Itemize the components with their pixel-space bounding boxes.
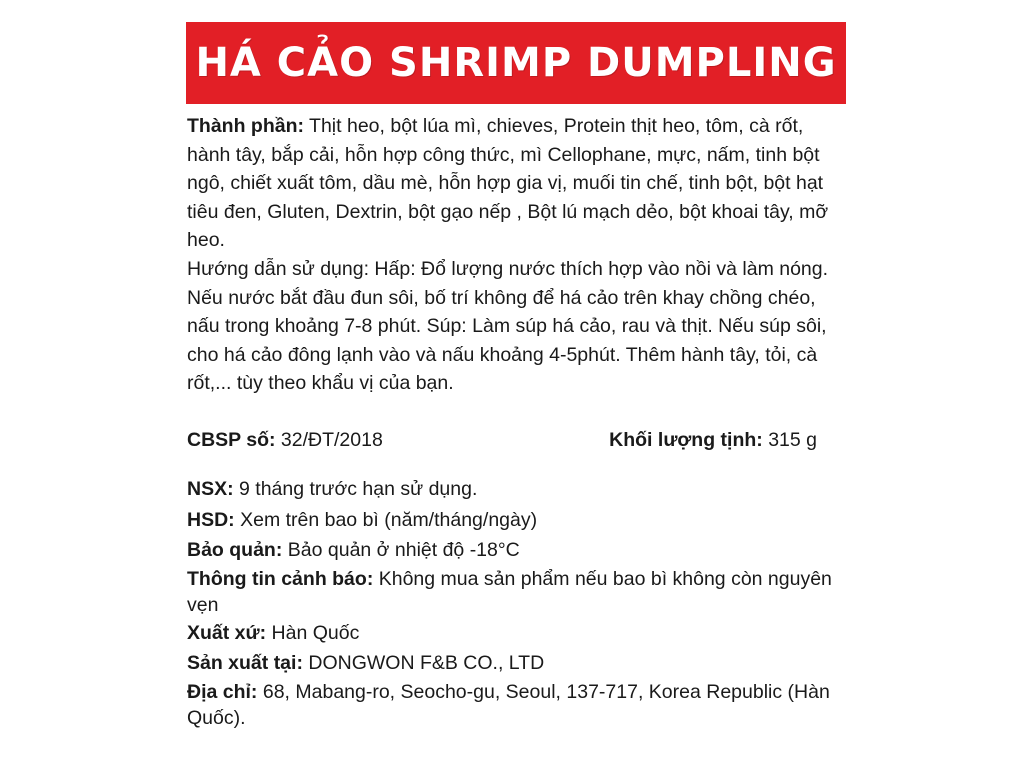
manufacturer-value: DONGWON F&B CO., LTD [302, 652, 545, 674]
hsd-value: Xem trên bao bì (năm/tháng/ngày) [234, 508, 538, 531]
product-title: HÁ CẢO SHRIMP DUMPLING [195, 40, 837, 86]
origin-line [187, 618, 837, 649]
address-value: 68, Mabang-ro, Seocho-gu, Seoul, 137-717, Korea Republic (Hàn Quốc). [187, 680, 830, 729]
cbsp-label: CBSP số: [187, 429, 276, 451]
manufacturer-line [187, 648, 837, 679]
title-banner [186, 22, 846, 104]
ingredients-label: Thành phần: [187, 115, 304, 137]
storage-line [187, 535, 837, 566]
cbsp-value: 32/ĐT/2018 [275, 429, 383, 451]
storage-value: Bảo quản ở nhiệt độ -18°C [282, 539, 520, 561]
storage-label: Bảo quản: [187, 539, 283, 561]
hsd-line [187, 505, 837, 536]
warning-line [187, 566, 837, 618]
warning-label: Thông tin cảnh báo: [187, 567, 374, 590]
ingredients-paragraph [187, 112, 837, 255]
address-label: Địa chỉ: [187, 680, 258, 703]
product-info [187, 474, 837, 731]
instructions-paragraph: Hướng dẫn sử dụng: Hấp: Đổ lượng nước thích hợp vào nồi và làm nóng. Nếu nước bắt đầu đun sôi, bố trí không để há cảo trên khay chồng chéo, nấu trong khoảng 7-8 phút. Súp: Làm súp há cảo, rau và thịt. Nếu súp sôi, cho há cảo đông lạnh vào và nấu khoảng 4-5phút. Thêm hành tây, tỏi, cà rốt,... tùy theo khẩu vị của bạn. [187, 257, 829, 395]
net-weight-label: Khối lượng tịnh: [609, 429, 763, 451]
registration-weight-row [187, 426, 817, 454]
cbsp-field [187, 426, 383, 454]
origin-value: Hàn Quốc [266, 621, 360, 644]
net-weight-field [609, 426, 817, 454]
address-line [187, 679, 837, 731]
ingredients-and-instructions [187, 112, 837, 398]
ingredients-text: Thịt heo, bột lúa mì, chieves, Protein thịt heo, tôm, cà rốt, hành tây, bắp cải, hỗn hợp công thức, mì Cellophane, mực, nấm, tinh bột ngô, chiết xuất tôm, dầu mè, hỗn hợp gia vị, muối tin chế, tinh bột, bột hạt tiêu đen, Gluten, Dextrin, bột gạo nếp , Bột lú mạch dẻo, bột khoai tây, mỡ heo. [187, 115, 829, 252]
nsx-label: NSX: [187, 478, 234, 500]
nsx-line [187, 474, 837, 505]
nsx-value: 9 tháng trước hạn sử dụng. [233, 478, 478, 500]
net-weight-value: 315 g [762, 429, 817, 451]
manufacturer-label: Sản xuất tại: [187, 652, 303, 674]
origin-label: Xuất xứ: [187, 621, 267, 644]
warning-value: Không mua sản phẩm nếu bao bì không còn nguyên vẹn [187, 567, 832, 616]
hsd-label: HSD: [187, 508, 235, 531]
